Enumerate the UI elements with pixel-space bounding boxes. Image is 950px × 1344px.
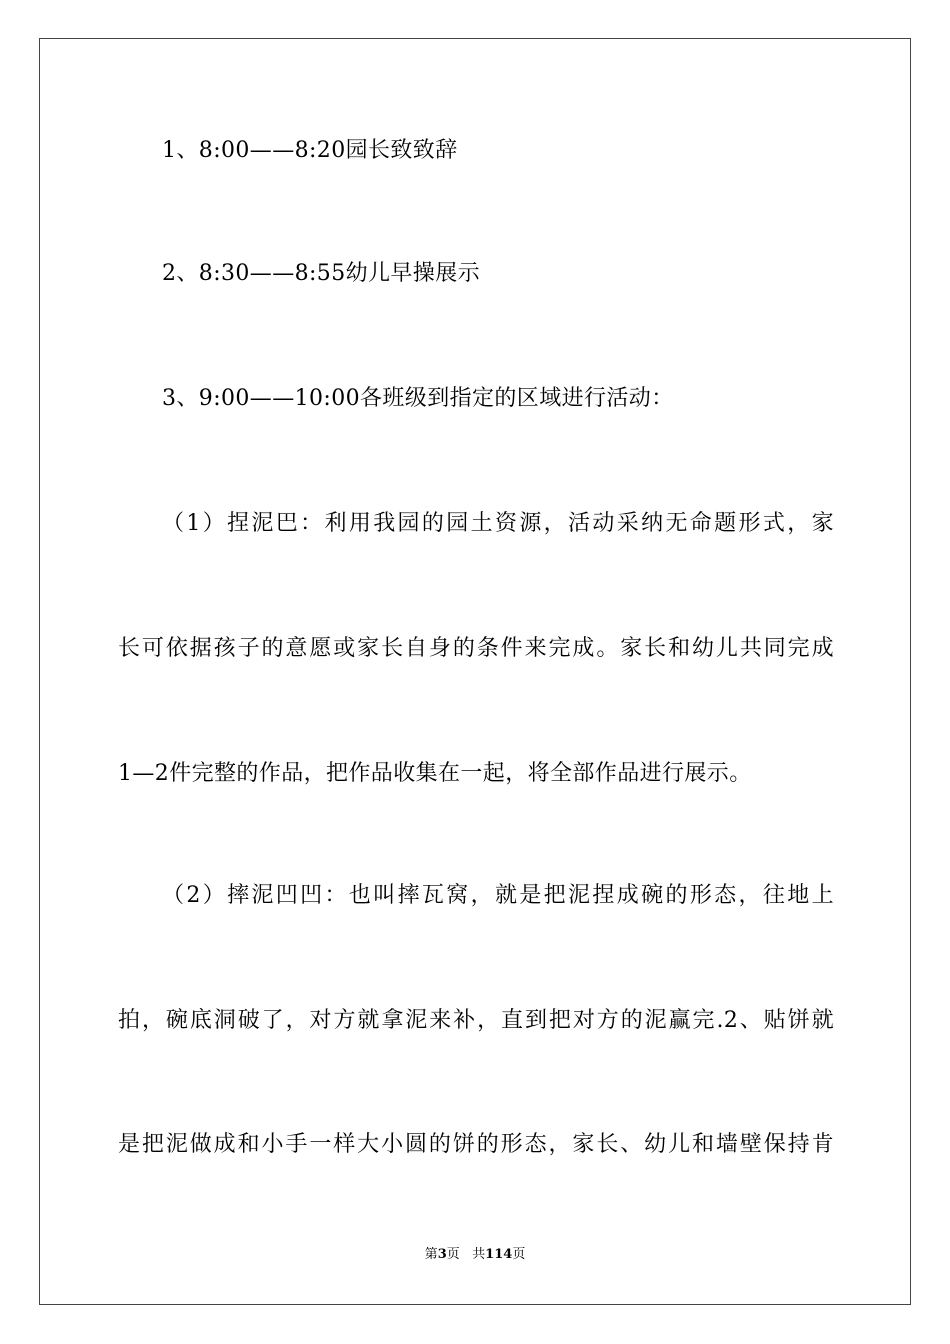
paragraph-line: 2、8:30——8:55幼儿早操展示 [162,261,481,286]
paragraph-line: 1—2件完整的作品，把作品收集在一起，将全部作品进行展示。 [118,761,752,786]
paragraph-line: 是把泥做成和小手一样大小圆的饼的形态，家长、幼儿和墙壁保持肯 [118,1132,834,1157]
footer-page-prefix: 第 [424,1247,438,1262]
paragraph-line: 1、8:00——8:20园长致致辞 [162,138,458,163]
page-border [39,38,911,1305]
paragraph-line: 长可依据孩子的意愿或家长自身的条件来完成。家长和幼儿共同完成 [118,636,834,661]
paragraph-line: （2）摔泥凹凹：也叫摔瓦窝，就是把泥捏成碗的形态，往地上 [162,883,834,908]
paragraph-line: 3、9:00——10:00各班级到指定的区域进行活动： [162,386,674,411]
paragraph-line: （1）捏泥巴：利用我园的园土资源，活动采纳无命题形式，家 [162,511,834,536]
footer-page-suffix: 页 [446,1247,460,1262]
footer-total-suffix: 页 [512,1247,526,1262]
paragraph-line: 拍，碗底洞破了，对方就拿泥来补，直到把对方的泥赢完.2、贴饼就 [118,1008,834,1033]
footer-page-number: 3 [437,1247,447,1262]
page-footer [0,1246,950,1264]
footer-total-prefix: 共 [472,1247,486,1262]
footer-total-pages: 114 [485,1247,513,1262]
